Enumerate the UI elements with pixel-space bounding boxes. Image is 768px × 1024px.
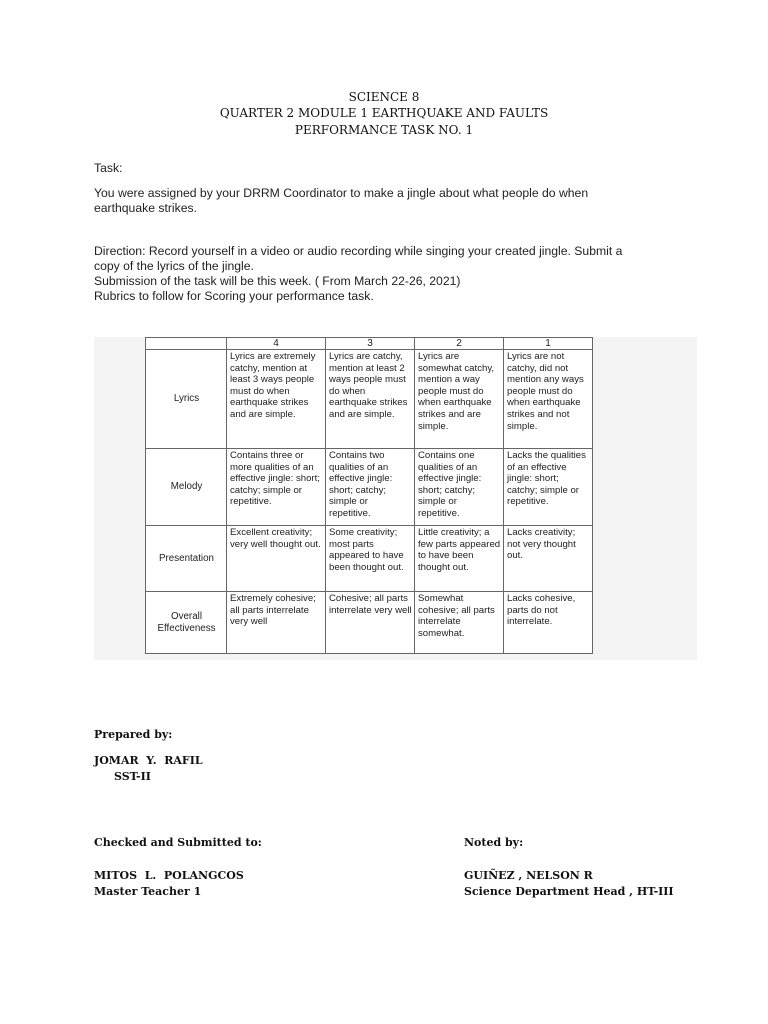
criterion-effectiveness-line: Effectiveness (157, 622, 216, 634)
criterion-presentation: Presentation (146, 526, 227, 592)
noted-by-name: GUIÑEZ , NELSON R (464, 869, 593, 882)
rubric-header-score-1: 1 (504, 338, 593, 350)
rubric-row-melody (146, 449, 593, 526)
direction-line-1: Direction: Record yourself in a video or audio recording while singing your created jingle. Submit a (94, 244, 623, 258)
prepared-by-name: JOMAR Y. RAFIL (94, 754, 203, 767)
rubric-cell: Somewhat cohesive; all parts interrelate somewhat. (415, 592, 504, 654)
rubric-cell: Lacks cohesive, parts do not interrelate. (504, 592, 593, 654)
criterion-lyrics: Lyrics (146, 350, 227, 449)
rubric-cell: Lyrics are extremely catchy, mention at least 3 ways people must do when earthquake strikes and are simple. (227, 350, 326, 449)
prepared-by-label: Prepared by: (94, 728, 173, 741)
module-title: QUARTER 2 MODULE 1 EARTHQUAKE AND FAULTS (219, 106, 549, 120)
rubric-cell: Lacks the qualities of an effective jingle: short; catchy; simple or repetitive. (504, 449, 593, 526)
prepared-by-title: SST-II (114, 770, 151, 783)
criterion-melody: Melody (146, 449, 227, 526)
criterion-overall-line: Overall (170, 610, 203, 622)
task-title: PERFORMANCE TASK NO. 1 (294, 123, 474, 137)
rubric-row-lyrics (146, 350, 593, 449)
task-label: Task: (94, 161, 123, 175)
rubric-cell: Lyrics are somewhat catchy, mention a way people must do when earthquake strikes and are simple. (415, 350, 504, 449)
document-title: SCIENCE 8 (348, 90, 420, 104)
rubric-cell: Cohesive; all parts interrelate very well (326, 592, 415, 654)
checked-submitted-label: Checked and Submitted to: (94, 836, 262, 849)
task-text-line-1: You were assigned by your DRRM Coordinator to make a jingle about what people do when (94, 186, 589, 200)
rubric-cell: Contains one qualities of an effective jingle: short; catchy; simple or repetitive. (415, 449, 504, 526)
rubric-cell: Extremely cohesive; all parts interrelate very well (227, 592, 326, 654)
rubric-row-overall-effectiveness (146, 592, 593, 654)
rubric-header-score-2: 2 (415, 338, 504, 350)
rubrics-line: Rubrics to follow for Scoring your performance task. (94, 289, 374, 303)
rubric-cell: Excellent creativity; very well thought out. (227, 526, 326, 592)
rubric-header-row (146, 338, 593, 350)
noted-by-label: Noted by: (464, 836, 524, 849)
rubric-cell: Little creativity; a few parts appeared to have been thought out. (415, 526, 504, 592)
rubric-table (145, 337, 593, 654)
criterion-overall-effectiveness (146, 592, 227, 654)
rubric-cell: Lyrics are not catchy, did not mention any ways people must do when earthquake strikes and not simple. (504, 350, 593, 449)
checked-by-title: Master Teacher 1 (94, 885, 202, 898)
submission-line: Submission of the task will be this week. ( From March 22-26, 2021) (94, 274, 461, 288)
rubric-header-empty (146, 338, 227, 350)
task-text-line-2: earthquake strikes. (94, 201, 197, 215)
rubric-cell: Lacks creativity; not very thought out. (504, 526, 593, 592)
rubric-header-score-4: 4 (227, 338, 326, 350)
noted-by-title: Science Department Head , HT-III (464, 885, 674, 898)
rubric-cell: Contains three or more qualities of an effective jingle: short; catchy; simple or repetitive. (227, 449, 326, 526)
rubric-cell: Some creativity; most parts appeared to have been thought out. (326, 526, 415, 592)
rubric-cell: Lyrics are catchy, mention at least 2 ways people must do when earthquake strikes and are simple. (326, 350, 415, 449)
rubric-cell: Contains two qualities of an effective jingle: short; catchy; simple or repetitive. (326, 449, 415, 526)
checked-by-name: MITOS L. POLANGCOS (94, 869, 244, 882)
rubric-header-score-3: 3 (326, 338, 415, 350)
rubric-row-presentation (146, 526, 593, 592)
direction-line-2: copy of the lyrics of the jingle. (94, 259, 254, 273)
